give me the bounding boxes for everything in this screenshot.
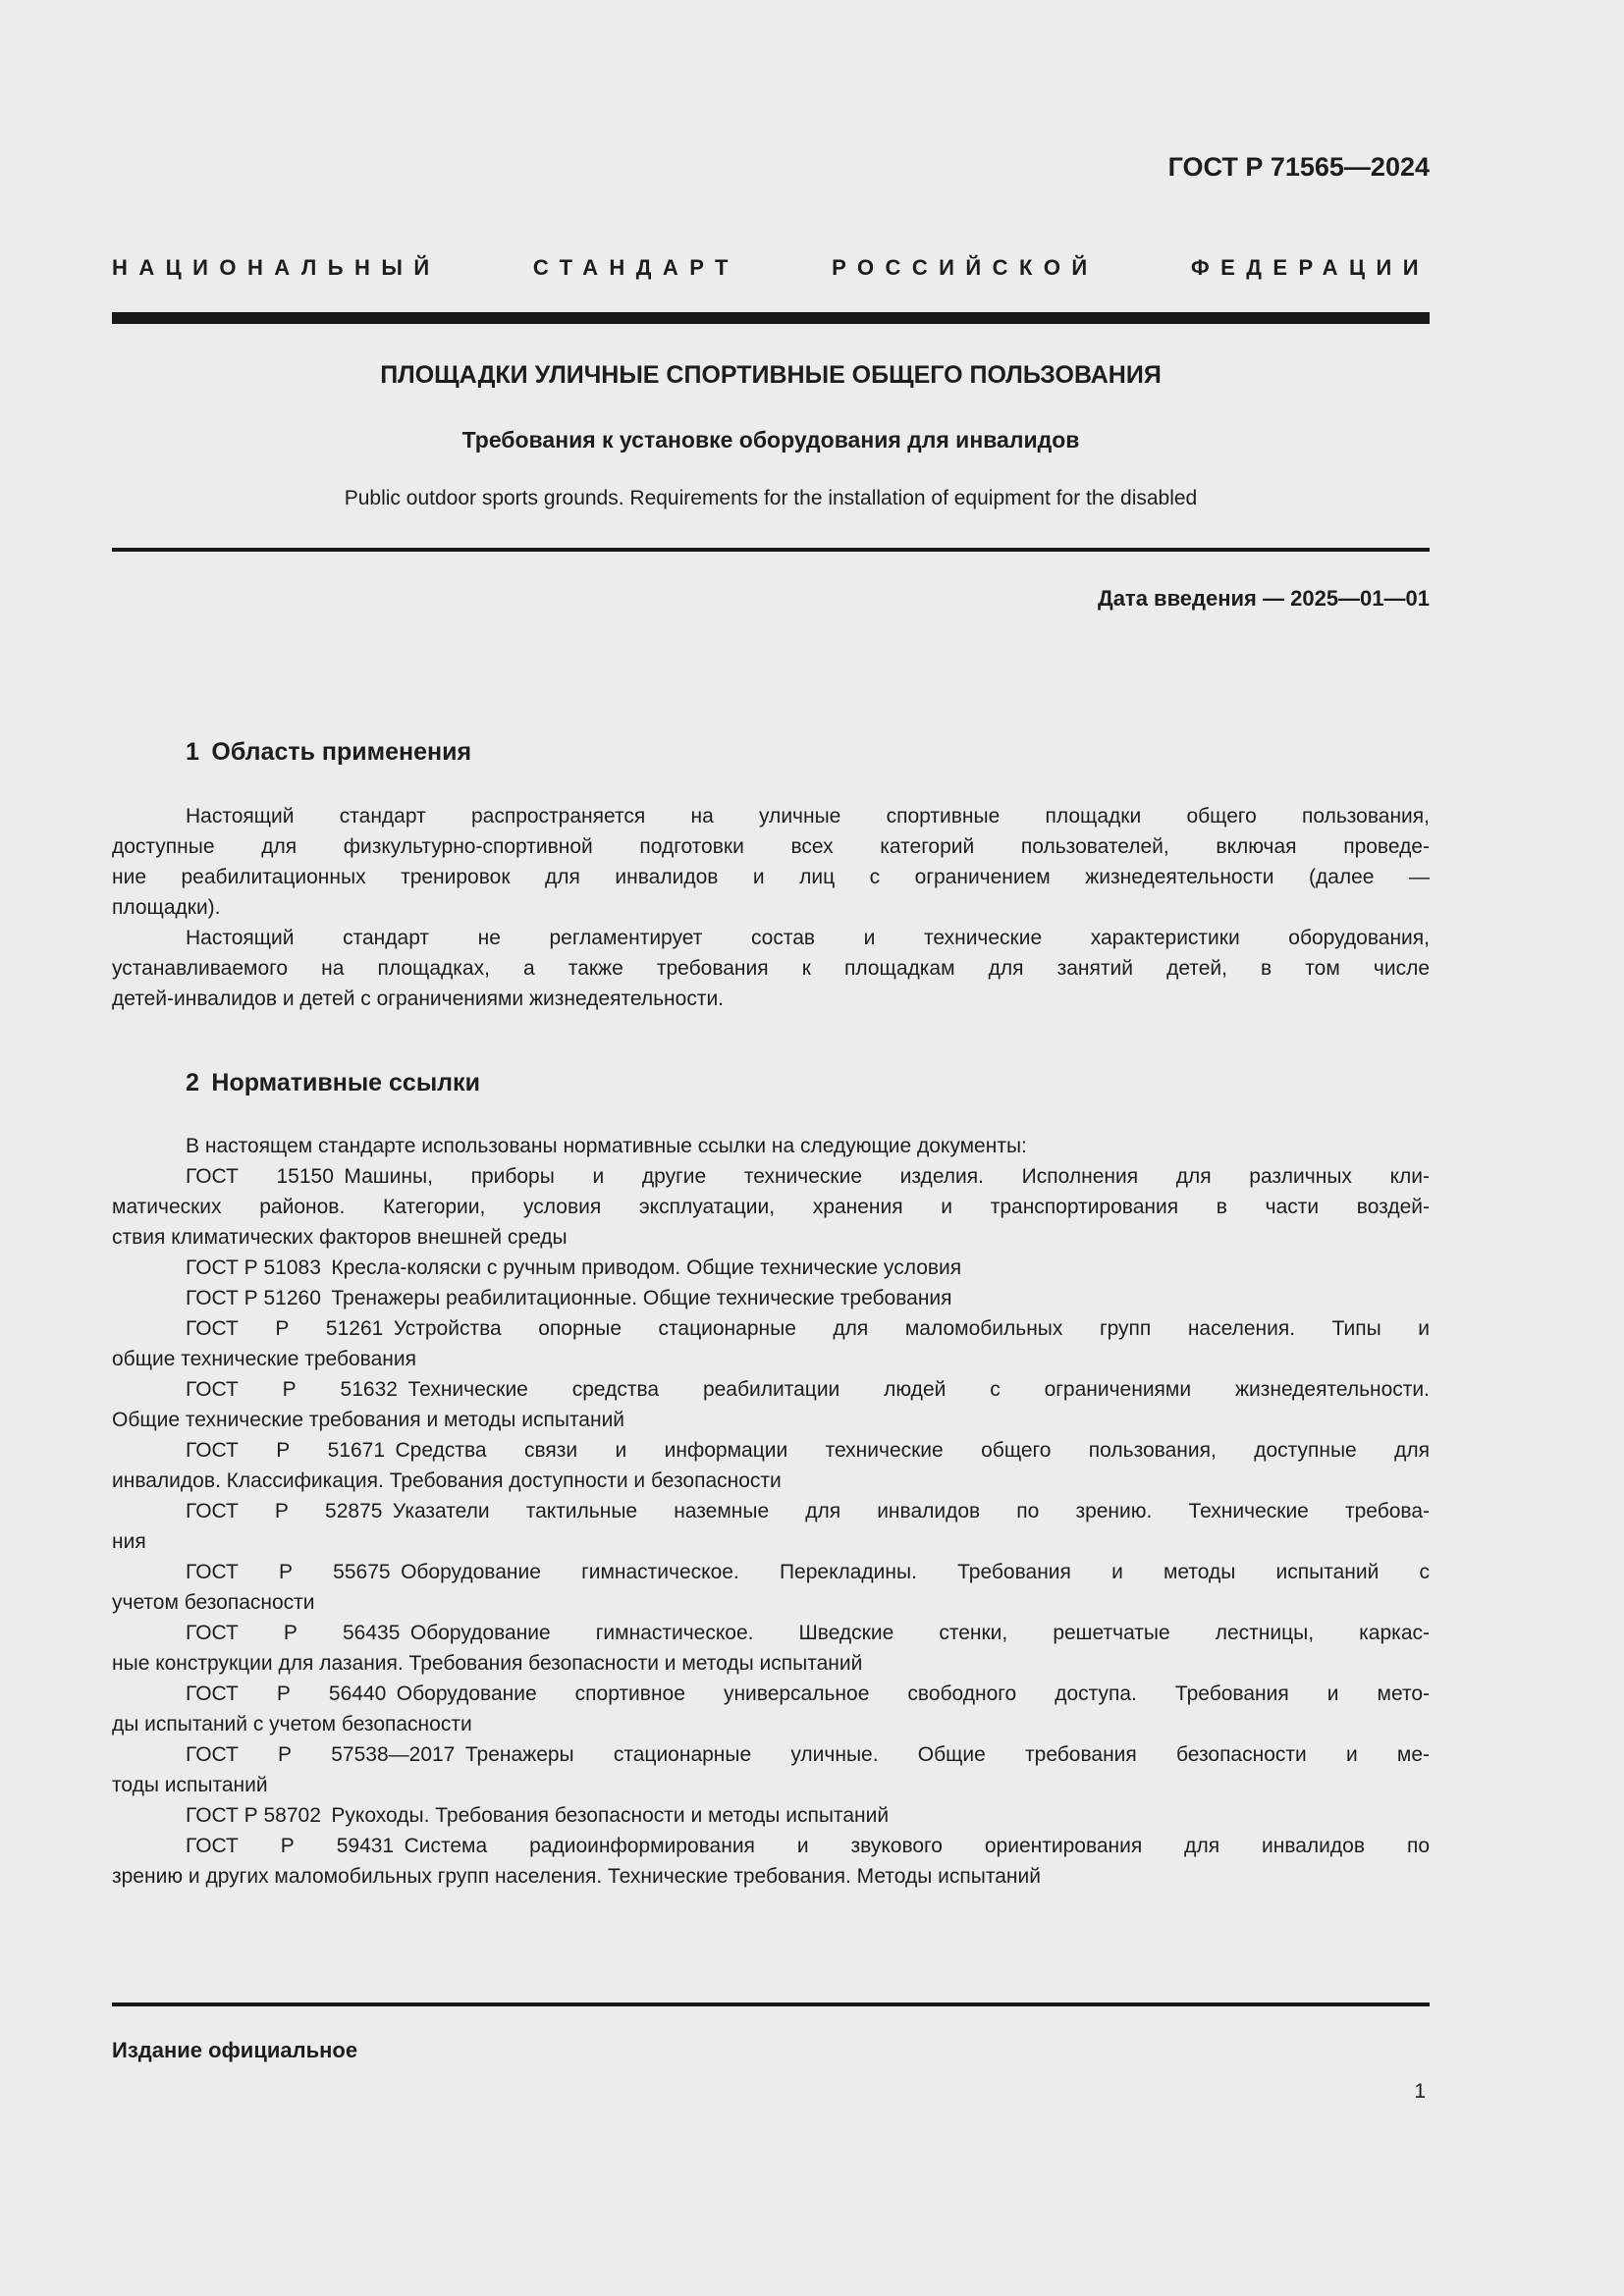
text-line: тоды испытаний (112, 1774, 268, 1796)
doc-code: ГОСТ Р 71565—2024 (1167, 152, 1430, 182)
title-rule (112, 548, 1430, 552)
text-line: ды испытаний с учетом безопасности (112, 1713, 472, 1735)
text-line: матических районов. Категории, условия эксплуатации, хранения и транспортирования в части воздей- (112, 1196, 1430, 1218)
section-paragraphs (112, 1131, 1430, 1892)
section-normative-references (112, 1067, 1430, 1892)
text-line: Настоящий стандарт не регламентирует состав и технические характеристики оборудования, (186, 927, 1430, 949)
text-line: ГОСТ Р 56440 Оборудование спортивное универсальное свободного доступа. Требования и мето- (186, 1682, 1430, 1705)
text-line: ГОСТ Р 51083 Кресла-коляски с ручным приводом. Общие технические условия (186, 1256, 962, 1279)
header-rule (112, 312, 1430, 324)
text-line: ния (112, 1530, 146, 1553)
section-paragraphs (112, 801, 1430, 1014)
text-line: ГОСТ 15150 Машины, приборы и другие технические изделия. Исполнения для различных кли- (186, 1165, 1430, 1188)
text-line: ГОСТ Р 55675 Оборудование гимнастическое. Перекладины. Требования и методы испытаний с (186, 1561, 1430, 1583)
text-line: ние реабилитационных тренировок для инвалидов и лиц с ограничением жизнедеятельности (далее — (112, 866, 1430, 888)
text-line: ствия климатических факторов внешней среды (112, 1226, 568, 1249)
section-heading: 2 Нормативные ссылки (186, 1069, 480, 1096)
edition-note: Издание официальное (112, 2038, 358, 2062)
text-line: ГОСТ Р 59431 Система радиоинформирования и звукового ориентирования для инвалидов по (186, 1835, 1430, 1857)
standard-banner: НАЦИОНАЛЬНЫЙ СТАНДАРТ РОССИЙСКОЙ ФЕДЕРАЦИИ (112, 255, 1430, 280)
text-line: ГОСТ Р 58702 Рукоходы. Требования безопасности и методы испытаний (186, 1804, 890, 1827)
document-body (112, 736, 1430, 1892)
text-line: инвалидов. Классификация. Требования доступности и безопасности (112, 1469, 782, 1492)
text-line: ГОСТ Р 57538—2017 Тренажеры стационарные уличные. Общие требования безопасности и ме- (186, 1743, 1430, 1766)
text-line: общие технические требования (112, 1348, 416, 1370)
section-scope (112, 736, 1430, 1014)
page-footer (112, 2002, 1430, 2105)
text-line: учетом безопасности (112, 1591, 315, 1614)
text-line: ГОСТ Р 51261 Устройства опорные стационарные для маломобильных групп населения. Типы и (186, 1317, 1430, 1340)
text-line: ГОСТ Р 51260 Тренажеры реабилитационные. Общие технические требования (186, 1287, 952, 1309)
page-number: 1 (1414, 2080, 1426, 2103)
text-line: площадки). (112, 896, 221, 919)
text-line: зрению и других маломобильных групп населения. Технические требования. Методы испытаний (112, 1865, 1041, 1888)
text-line: Общие технические требования и методы испытаний (112, 1409, 625, 1431)
footer-rule (112, 2002, 1430, 2006)
text-line: устанавливаемого на площадках, а также требования к площадкам для занятий детей, в том числе (112, 957, 1430, 980)
title-en: Public outdoor sports grounds. Requirements for the installation of equipment for the disabled (344, 487, 1198, 509)
text-line: Настоящий стандарт распространяется на уличные спортивные площадки общего пользования, (186, 805, 1430, 828)
section-heading: 1 Область применения (186, 738, 472, 766)
subtitle-ru: Требования к установке оборудования для инвалидов (461, 427, 1080, 453)
effective-date: Дата введения — 2025—01—01 (1098, 586, 1430, 611)
text-line: ГОСТ Р 56435 Оборудование гимнастическое. Шведские стенки, решетчатые лестницы, каркас- (186, 1622, 1430, 1644)
text-line: ные конструкции для лазания. Требования безопасности и методы испытаний (112, 1652, 863, 1675)
text-line: детей-инвалидов и детей с ограничениями жизнедеятельности. (112, 988, 725, 1010)
title-ru: ПЛОЩАДКИ УЛИЧНЫЕ СПОРТИВНЫЕ ОБЩЕГО ПОЛЬЗОВАНИЯ (380, 361, 1162, 389)
text-line: доступные для физкультурно-спортивной подготовки всех категорий пользователей, включая проведе- (112, 835, 1430, 858)
text-line: В настоящем стандарте использованы нормативные ссылки на следующие документы: (186, 1135, 1027, 1157)
text-line: ГОСТ Р 52875 Указатели тактильные наземные для инвалидов по зрению. Технические требова- (186, 1500, 1430, 1522)
text-line: ГОСТ Р 51671 Средства связи и информации технические общего пользования, доступные для (186, 1439, 1430, 1462)
text-line: ГОСТ Р 51632 Технические средства реабилитации людей с ограничениями жизнедеятельности. (186, 1378, 1430, 1401)
